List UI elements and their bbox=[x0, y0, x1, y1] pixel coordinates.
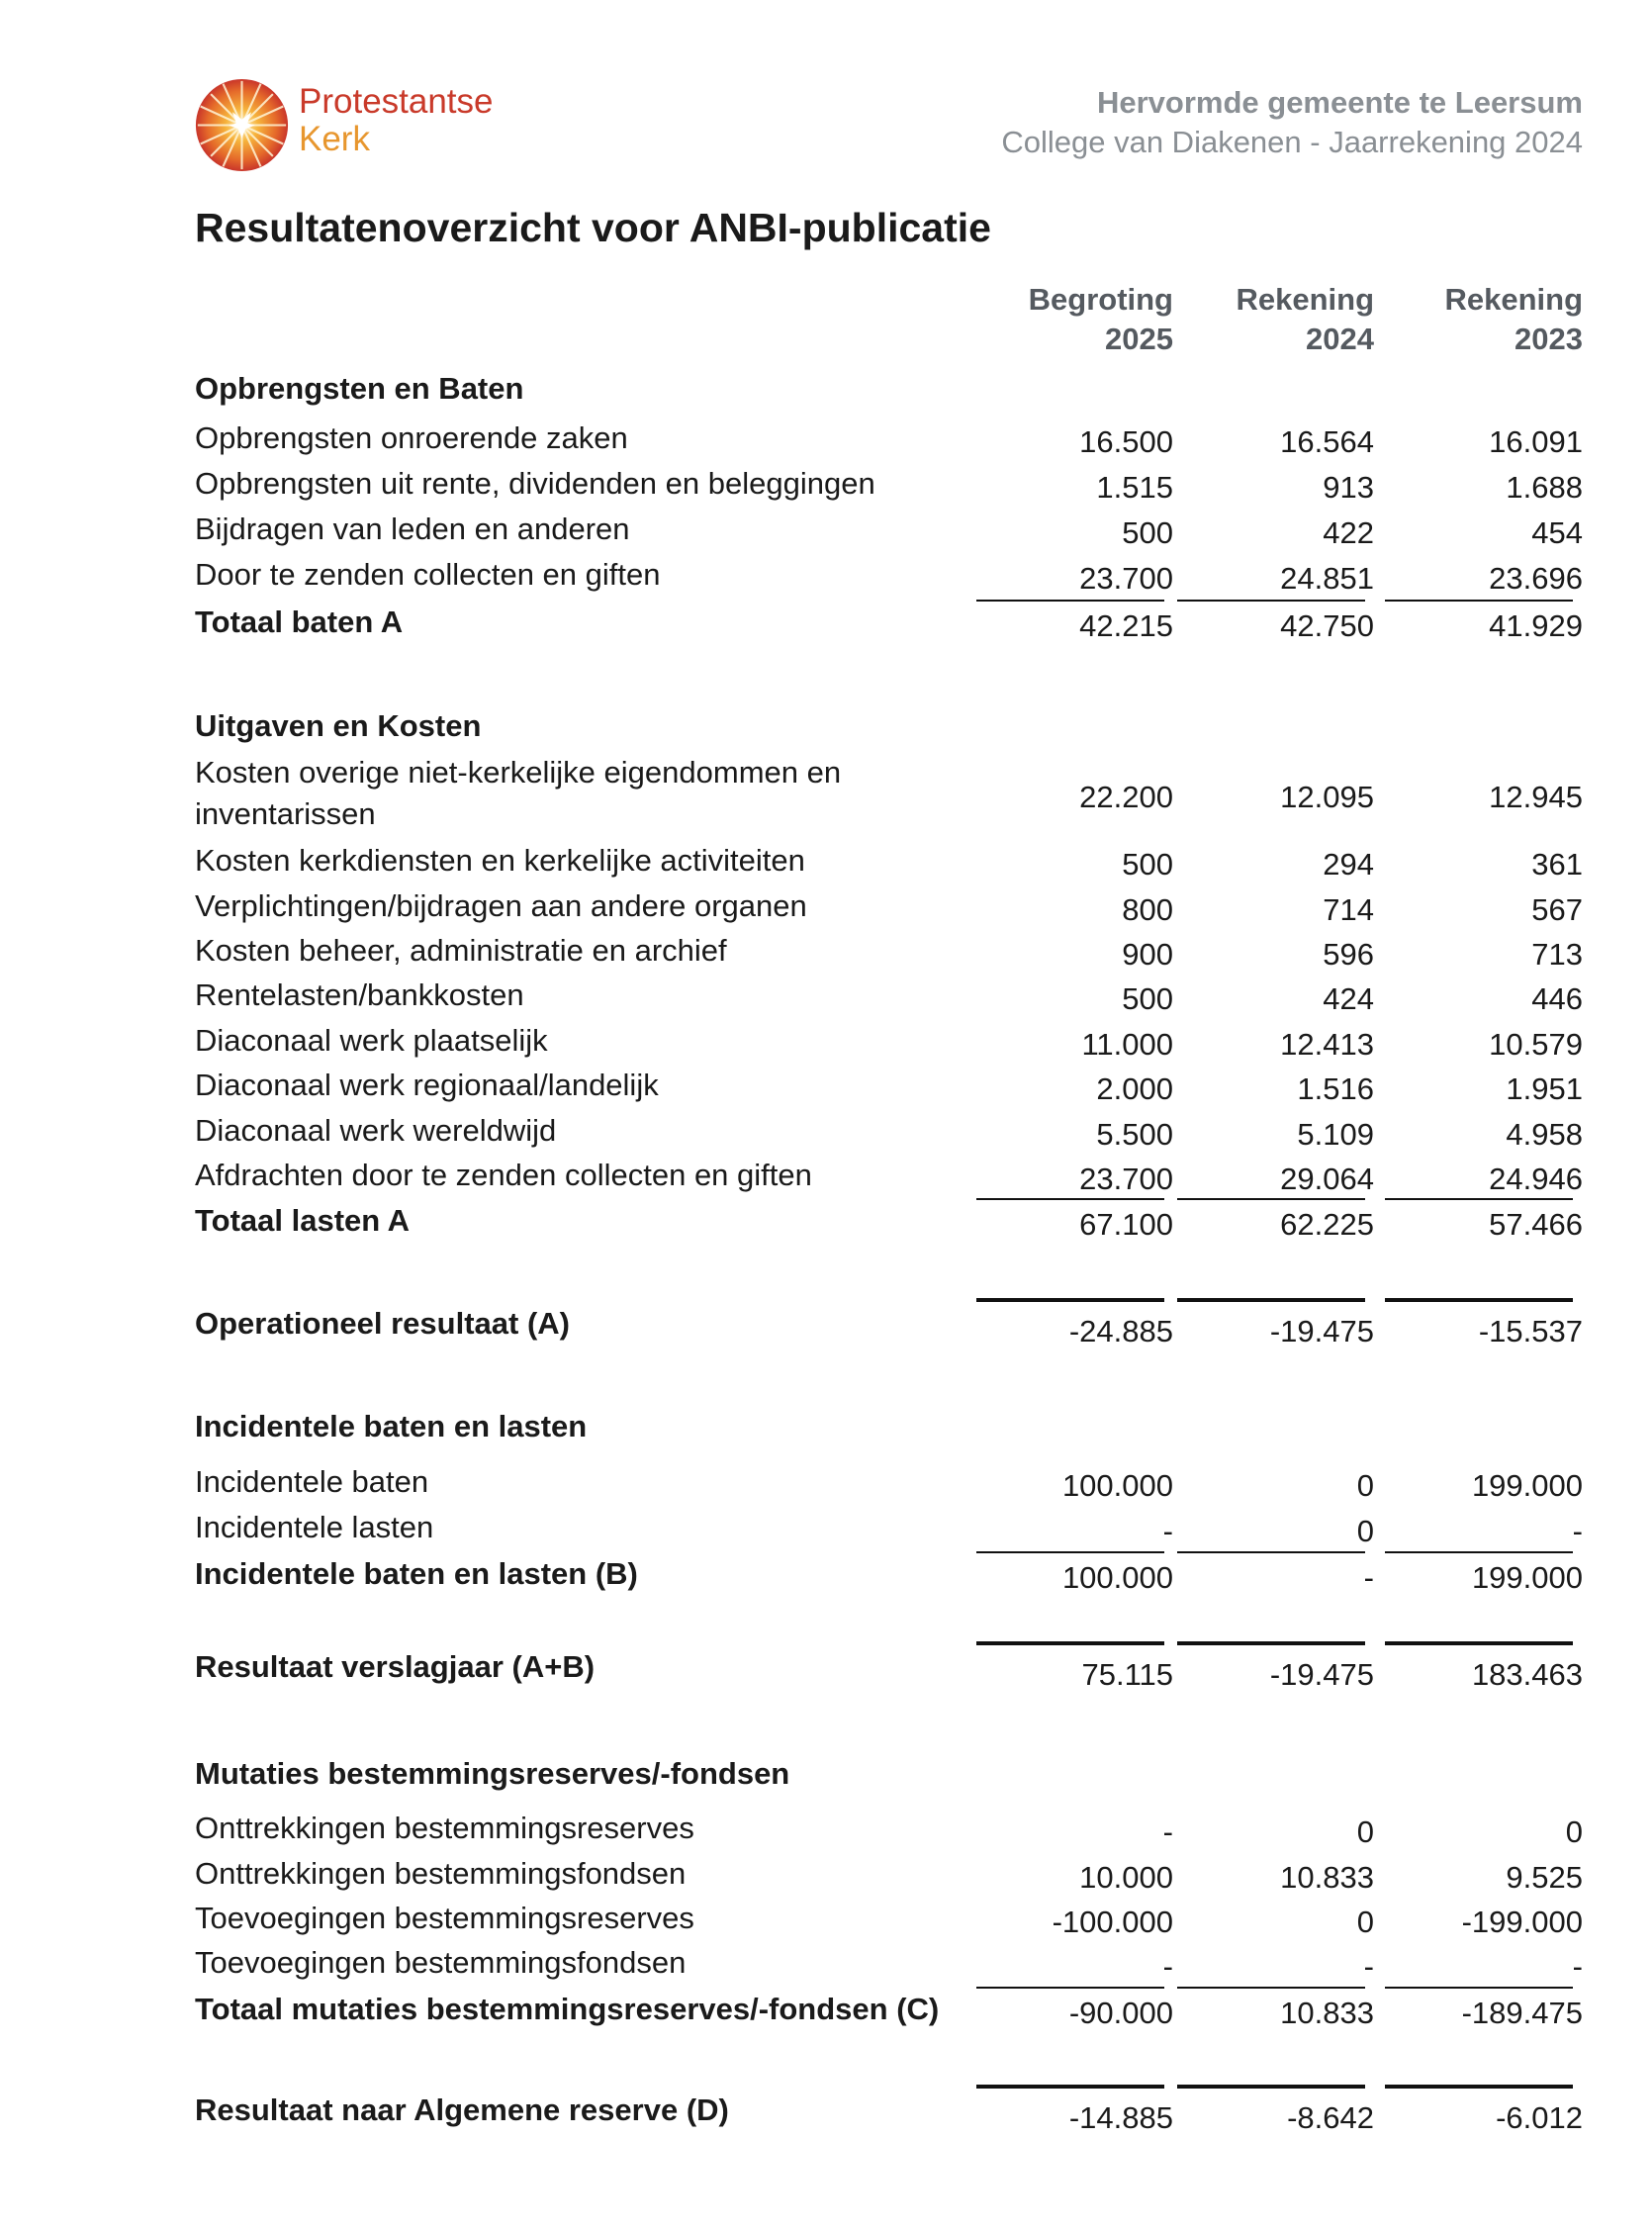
subtotal-rule bbox=[1177, 600, 1365, 602]
cell-value: 713 bbox=[1531, 937, 1583, 972]
cell-value: 10.000 bbox=[1079, 1860, 1173, 1895]
cell-value: 500 bbox=[1122, 847, 1173, 882]
cell-value: 10.833 bbox=[1280, 1996, 1374, 2030]
cell-value: 29.064 bbox=[1280, 1162, 1374, 1196]
row-label: Opbrengsten onroerende zaken bbox=[195, 420, 628, 455]
cell-value: 183.463 bbox=[1471, 1657, 1583, 1692]
cell-value: 446 bbox=[1531, 981, 1583, 1016]
cell-value: 800 bbox=[1122, 892, 1173, 927]
column-header-begroting-2025: Begroting 2025 bbox=[1028, 282, 1173, 356]
total-label: Resultaat naar Algemene reserve (D) bbox=[195, 2092, 729, 2127]
cell-value: 42.750 bbox=[1280, 608, 1374, 643]
cell-value: 913 bbox=[1323, 470, 1374, 505]
cell-value: 567 bbox=[1531, 892, 1583, 927]
cell-value: - bbox=[1363, 1949, 1374, 1984]
section-heading: Mutaties bestemmingsreserves/-fondsen bbox=[195, 1756, 790, 1791]
subtotal-rule bbox=[976, 600, 1164, 602]
cell-value: 714 bbox=[1323, 892, 1374, 927]
total-label: Incidentele baten en lasten (B) bbox=[195, 1556, 638, 1591]
cell-value: 16.500 bbox=[1079, 424, 1173, 459]
row-label: Opbrengsten uit rente, dividenden en beleggingen bbox=[195, 466, 875, 501]
cell-value: 12.413 bbox=[1280, 1027, 1374, 1062]
cell-value: 23.700 bbox=[1079, 1162, 1173, 1196]
row-label: Onttrekkingen bestemmingsfondsen bbox=[195, 1856, 687, 1891]
cell-value: 62.225 bbox=[1280, 1207, 1374, 1242]
row-label: Toevoegingen bestemmingsreserves bbox=[195, 1901, 694, 1935]
cell-value: 23.696 bbox=[1489, 561, 1583, 596]
total-label: Totaal baten A bbox=[195, 604, 404, 639]
cell-value: 12.095 bbox=[1280, 780, 1374, 814]
brand-line-1: Protestantse bbox=[299, 82, 494, 121]
row-label: Kosten kerkdiensten en kerkelijke activiteiten bbox=[195, 843, 805, 878]
cell-value: -189.475 bbox=[1461, 1996, 1583, 2030]
cell-value: 454 bbox=[1531, 515, 1583, 550]
cell-value: 75.115 bbox=[1081, 1657, 1173, 1692]
column-header-rekening-2024: Rekening 2024 bbox=[1236, 282, 1374, 356]
cell-value: 500 bbox=[1122, 515, 1173, 550]
cell-value: 42.215 bbox=[1079, 608, 1173, 643]
cell-value: 0 bbox=[1356, 1514, 1374, 1548]
cell-value: 57.466 bbox=[1489, 1207, 1583, 1242]
cell-value: 41.929 bbox=[1489, 608, 1583, 643]
cell-value: 5.109 bbox=[1297, 1117, 1374, 1152]
result-rule bbox=[976, 2085, 1164, 2089]
cell-value: - bbox=[1572, 1949, 1583, 1984]
row-label: Bijdragen van leden en anderen bbox=[195, 512, 630, 546]
section-heading: Uitgaven en Kosten bbox=[195, 708, 482, 743]
subtotal-rule bbox=[1385, 600, 1573, 602]
result-rule bbox=[1177, 2085, 1365, 2089]
result-rule bbox=[1385, 2085, 1573, 2089]
total-label: Operationeel resultaat (A) bbox=[195, 1306, 570, 1341]
cell-value: 24.946 bbox=[1489, 1162, 1583, 1196]
cell-value: 1.951 bbox=[1506, 1071, 1583, 1106]
subtotal-rule bbox=[976, 1198, 1164, 1200]
cell-value: 1.515 bbox=[1096, 470, 1173, 505]
cell-value: - bbox=[1162, 1814, 1173, 1849]
subtotal-rule bbox=[976, 1551, 1164, 1553]
cell-value: 23.700 bbox=[1079, 561, 1173, 596]
cell-value: 67.100 bbox=[1079, 1207, 1173, 1242]
cell-value: 100.000 bbox=[1061, 1560, 1173, 1595]
row-label: Kosten beheer, administratie en archief bbox=[195, 933, 727, 968]
cell-value: 16.564 bbox=[1280, 424, 1374, 459]
cell-value: 361 bbox=[1531, 847, 1583, 882]
cell-value: 0 bbox=[1565, 1814, 1583, 1849]
cell-value: 0 bbox=[1356, 1905, 1374, 1939]
subtotal-rule bbox=[1177, 1198, 1365, 1200]
cell-value: 10.579 bbox=[1489, 1027, 1583, 1062]
cell-value: 199.000 bbox=[1471, 1560, 1583, 1595]
subtotal-rule bbox=[1385, 1987, 1573, 1989]
cell-value: 10.833 bbox=[1280, 1860, 1374, 1895]
cell-value: -199.000 bbox=[1461, 1905, 1583, 1939]
cell-value: 9.525 bbox=[1506, 1860, 1583, 1895]
cell-value: 4.958 bbox=[1506, 1117, 1583, 1152]
subtotal-rule bbox=[1177, 1987, 1365, 1989]
cell-value: 0 bbox=[1356, 1814, 1374, 1849]
result-rule bbox=[976, 1641, 1164, 1645]
row-label: Diaconaal werk plaatselijk bbox=[195, 1023, 548, 1058]
subtotal-rule bbox=[1385, 1551, 1573, 1553]
section-heading: Incidentele baten en lasten bbox=[195, 1409, 588, 1443]
row-label: Onttrekkingen bestemmingsreserves bbox=[195, 1811, 694, 1845]
cell-value: 199.000 bbox=[1471, 1468, 1583, 1503]
row-label: Rentelasten/bankkosten bbox=[195, 977, 524, 1012]
cell-value: - bbox=[1162, 1949, 1173, 1984]
cell-value: 900 bbox=[1122, 937, 1173, 972]
document-subtitle: College van Diakenen - Jaarrekening 2024 bbox=[1001, 125, 1583, 159]
cell-value: 424 bbox=[1323, 981, 1374, 1016]
result-rule bbox=[1385, 1641, 1573, 1645]
cell-value: 0 bbox=[1356, 1468, 1374, 1503]
subtotal-rule bbox=[1385, 1198, 1573, 1200]
result-rule bbox=[1177, 1298, 1365, 1302]
cell-value: -24.885 bbox=[1068, 1314, 1173, 1348]
row-label: Toevoegingen bestemmingsfondsen bbox=[195, 1945, 687, 1980]
column-header-rekening-2023: Rekening 2023 bbox=[1444, 282, 1583, 356]
row-label: Incidentele lasten bbox=[195, 1510, 434, 1544]
row-label: Afdrachten door te zenden collecten en giften bbox=[195, 1158, 812, 1192]
cell-value: -19.475 bbox=[1269, 1314, 1374, 1348]
cell-value: 294 bbox=[1323, 847, 1374, 882]
total-label: Totaal lasten A bbox=[195, 1203, 411, 1238]
result-rule bbox=[1177, 1641, 1365, 1645]
cell-value: 24.851 bbox=[1280, 561, 1374, 596]
cell-value: -14.885 bbox=[1068, 2100, 1173, 2135]
cell-value: 22.200 bbox=[1079, 780, 1173, 814]
cell-value: -90.000 bbox=[1068, 1996, 1173, 2030]
cell-value: 596 bbox=[1323, 937, 1374, 972]
cell-value: - bbox=[1363, 1560, 1374, 1595]
subtotal-rule bbox=[1177, 1551, 1365, 1553]
cell-value: -6.012 bbox=[1496, 2100, 1583, 2135]
total-label: Resultaat verslagjaar (A+B) bbox=[195, 1649, 596, 1684]
page-title: Resultatenoverzicht voor ANBI-publicatie bbox=[195, 205, 991, 250]
cell-value: 1.516 bbox=[1297, 1071, 1374, 1106]
result-rule bbox=[976, 1298, 1164, 1302]
row-label: Diaconaal werk wereldwijd bbox=[195, 1113, 557, 1148]
row-label: Door te zenden collecten en giften bbox=[195, 557, 661, 592]
cell-value: -100.000 bbox=[1052, 1905, 1173, 1939]
cell-value: 12.945 bbox=[1489, 780, 1583, 814]
row-label: Verplichtingen/bijdragen aan andere organen bbox=[195, 888, 807, 923]
cell-value: 2.000 bbox=[1096, 1071, 1173, 1106]
row-label: Kosten overige niet-kerkelijke eigendommen en inventarissen bbox=[195, 755, 842, 831]
subtotal-rule bbox=[976, 1987, 1164, 1989]
cell-value: 500 bbox=[1122, 981, 1173, 1016]
cell-value: -19.475 bbox=[1269, 1657, 1374, 1692]
cell-value: 422 bbox=[1323, 515, 1374, 550]
cell-value: 11.000 bbox=[1081, 1027, 1173, 1062]
total-label: Totaal mutaties bestemmingsreserves/-fondsen (C) bbox=[195, 1992, 940, 2026]
section-heading: Opbrengsten en Baten bbox=[195, 371, 524, 406]
brand-line-2: Kerk bbox=[299, 120, 370, 158]
cell-value: 100.000 bbox=[1061, 1468, 1173, 1503]
cell-value: -8.642 bbox=[1287, 2100, 1374, 2135]
cell-value: 5.500 bbox=[1096, 1117, 1173, 1152]
result-rule bbox=[1385, 1298, 1573, 1302]
organisation-name: Hervormde gemeente te Leersum bbox=[1096, 85, 1583, 120]
row-label: Incidentele baten bbox=[195, 1464, 429, 1499]
cell-value: 1.688 bbox=[1506, 470, 1583, 505]
cell-value: - bbox=[1572, 1514, 1583, 1548]
cell-value: - bbox=[1162, 1514, 1173, 1548]
cell-value: -15.537 bbox=[1478, 1314, 1583, 1348]
cell-value: 16.091 bbox=[1489, 424, 1583, 459]
row-label: Diaconaal werk regionaal/landelijk bbox=[195, 1068, 659, 1102]
